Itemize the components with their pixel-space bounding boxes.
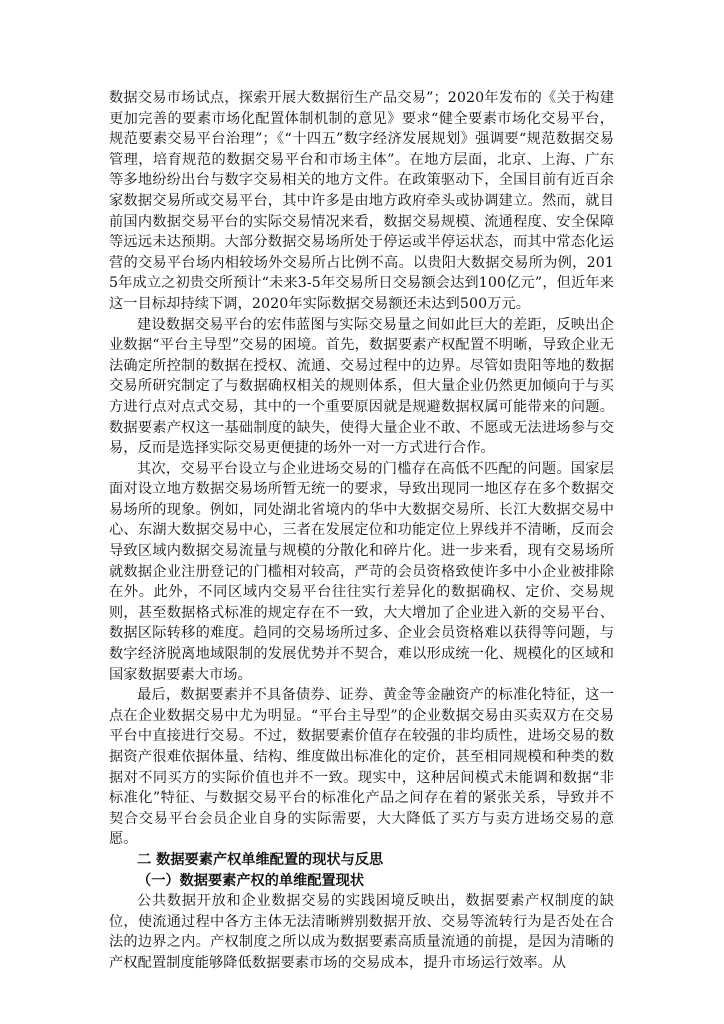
paragraph-2: 建设数据交易平台的宏伟蓝图与实际交易量之间如此巨大的差距，反映出企业数据“平台主导型”交易的困境。首先，数据要素产权配置不明晰，导致企业无法确定所控制的数据在授权、流通、交易过程中的边界。尽管如贵阳等地的数据交易所研究制定了与数据确权相关的规则体系，但大量企业仍然更加倾向于与买方进行点对点式交易，其中的一个重要原因就是规避数据权属可能带来的问题。数据要素产权这一基础制度的缺失，使得大量企业不敢、不愿或无法进场参与交易，反而是选择实际交易更便捷的场外一对一方式进行合作。 (109, 316, 614, 457)
paragraph-1: 数据交易市场试点，探索开展大数据衍生产品交易”；2020年发布的《关于构建更加完善的要素市场化配置体制机制的意见》要求“健全要素市场化交易平台，规范要素交易平台治理”；《“十四五”数字经济发展规划》强调要“规范数据交易管理，培育规范的数据交易平台和市场主体”。在地方层面，北京、上海、广东等多地纷纷出台与数字交易相关的地方文件。在政策驱动下，全国目前有近百余家数据交易所或交易平台，其中许多是由地方政府牵头或协调建立。然而，就目前国内数据交易平台的实际交易情况来看，数据交易规模、流通程度、安全保障等远远未达预期。大部分数据交易场所处于停运或半停运状态，而其中常态化运营的交易平台场内相较场外交易所占比例不高。以贵阳大数据交易所为例，2015年成立之初贵交所预计“未来3-5年交易所日交易额会达到100亿元”，但近年来这一目标却持续下调，2020年实际数据交易额还未达到500万元。 (109, 90, 614, 312)
paragraph-5: 公共数据开放和企业数据交易的实践困境反映出，数据要素产权制度的缺位，使流通过程中各方主体无法清晰辨别数据开放、交易等流转行为是否处在合法的边界之内。产权制度之所以成为数据要素高质量流通的前提，是因为清晰的产权配置制度能够降低数据要素市场的交易成本，提升市场运行效率。从 (109, 893, 614, 971)
document-page (109, 88, 614, 974)
subsection-heading: （一）数据要素产权的单维配置现状 (137, 872, 365, 889)
section-heading: 二 数据要素产权单维配置的现状与反思 (137, 851, 384, 868)
paragraph-3: 其次，交易平台设立与企业进场交易的门槛存在高低不匹配的问题。国家层面对设立地方数据交易场所暂无统一的要求，导致出现同一地区存在多个数据交易场所的现象。例如，同处湖北省境内的华中大数据交易所、长江大数据交易中心、东湖大数据交易中心，三者在发展定位和功能定位上界线并不清晰，反而会导致区域内数据交易流量与规模的分散化和碎片化。进一步来看，现有交易场所就数据企业注册登记的门槛相对较高，严苛的会员资格致使许多中小企业被排除在外。此外，不同区域内交易平台往往实行差异化的数据确权、定价、交易规则，甚至数据格式标准的规定存在不一致，大大增加了企业进入新的交易平台、数据区际转移的难度。趋同的交易场所过多、企业会员资格难以获得等问题，与数字经济脱离地域限制的发展优势并不契合，难以形成统一化、规模化的区域和国家数据要素大市场。 (109, 460, 614, 683)
paragraph-4: 最后，数据要素并不具备债券、证券、黄金等金融资产的标准化特征，这一点在企业数据交易中尤为明显。“平台主导型”的企业数据交易由买卖双方在交易平台中直接进行交易。不过，数据要素价值存在较强的非均质性，进场交易的数据资产很难依据体量、结构、维度做出标准化的定价，甚至相同规模和种类的数据对不同买方的实际价值也并不一致。现实中，这种居间模式未能调和数据“非标准化”特征、与数据交易平台的标准化产品之间存在着的紧张关系，导致并不契合交易平台会员企业自身的实际需要，大大降低了买方与卖方进场交易的意愿。 (109, 687, 614, 848)
